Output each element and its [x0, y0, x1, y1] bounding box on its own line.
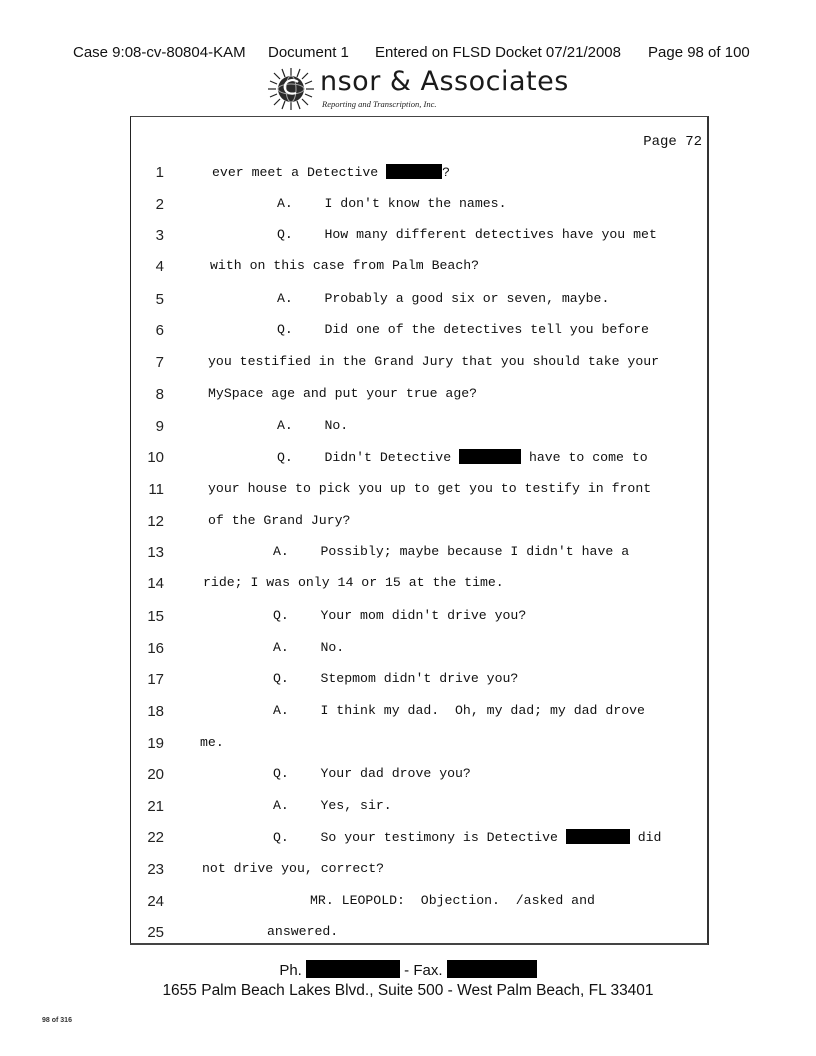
line-text [208, 386, 477, 401]
line-segment: me. [200, 735, 224, 750]
line-segment: Q. Your dad drove you? [273, 766, 471, 781]
line-number: 25 [147, 924, 164, 941]
line-text [273, 544, 629, 559]
transcript-line [130, 544, 706, 574]
line-text [208, 513, 350, 528]
line-text [273, 640, 344, 655]
footer-address: 1655 Palm Beach Lakes Blvd., Suite 500 - West Palm Beach, FL 33401 [162, 982, 654, 999]
logo-globe-icon [262, 66, 320, 112]
line-segment: A. Yes, sir. [273, 798, 392, 813]
line-text [208, 481, 651, 496]
line-segment: A. Possibly; maybe because I didn't have a [273, 544, 630, 559]
line-number: 2 [155, 196, 164, 213]
line-segment: Q. Your mom didn't drive you? [273, 608, 527, 623]
line-text [212, 164, 450, 180]
document-number: Document 1 [268, 44, 349, 61]
line-number: 16 [147, 640, 164, 657]
phone-label: Ph. [279, 962, 302, 979]
line-number: 21 [147, 798, 164, 815]
fax-label: - Fax. [404, 962, 443, 979]
line-number: 7 [155, 354, 164, 371]
line-text [273, 829, 661, 845]
transcript-line [130, 608, 706, 638]
line-text [210, 258, 479, 273]
line-number: 22 [147, 829, 164, 846]
redaction-bar [386, 164, 442, 179]
transcript-line [130, 196, 706, 226]
line-segment: Q. Didn't Detective [277, 450, 460, 465]
transcript-line [130, 893, 706, 923]
redaction-bar [459, 449, 521, 464]
line-text [202, 861, 384, 876]
transcript-line [130, 227, 706, 257]
line-text [277, 418, 348, 433]
line-number: 14 [147, 575, 164, 592]
line-segment: you testified in the Grand Jury that you should take your [208, 354, 660, 369]
line-number: 19 [147, 735, 164, 752]
line-number: 12 [147, 513, 164, 530]
line-text [203, 575, 504, 590]
line-number: 9 [155, 418, 164, 435]
line-segment: have to come to [521, 450, 648, 465]
transcript-line [130, 291, 706, 321]
line-text [277, 449, 648, 465]
page-stamp: 98 of 316 [42, 1017, 72, 1024]
line-text [273, 608, 526, 623]
line-number: 1 [155, 164, 164, 181]
transcript-line [130, 798, 706, 828]
line-segment: with on this case from Palm Beach? [210, 258, 480, 273]
transcript-line [130, 640, 706, 670]
transcript-line [130, 322, 706, 352]
line-text [273, 766, 471, 781]
line-number: 20 [147, 766, 164, 783]
transcript-line [130, 766, 706, 796]
transcript-line [130, 735, 706, 765]
transcript-line [130, 481, 706, 511]
line-number: 10 [147, 449, 164, 466]
line-text [273, 798, 392, 813]
redacted-fax [447, 960, 537, 978]
line-segment: A. No. [277, 418, 349, 433]
line-text [273, 671, 518, 686]
line-segment: your house to pick you up to get you to testify in front [208, 481, 652, 496]
line-segment: ever meet a Detective [212, 165, 387, 180]
transcript-line [130, 418, 706, 448]
line-segment: MySpace age and put your true age? [208, 386, 478, 401]
logo-tagline: Reporting and Transcription, Inc. [322, 99, 437, 109]
line-segment: did [629, 830, 662, 845]
reporter-logo [262, 66, 569, 112]
line-segment: not drive you, correct? [202, 861, 385, 876]
line-segment: A. I think my dad. Oh, my dad; my dad drove [273, 703, 645, 718]
line-number: 4 [155, 258, 164, 275]
transcript-line [130, 703, 706, 733]
line-text [310, 893, 595, 908]
line-segment: A. No. [273, 640, 345, 655]
transcript-line [130, 671, 706, 701]
line-number: 11 [148, 481, 164, 498]
line-segment: Q. Did one of the detectives tell you before [277, 322, 649, 337]
transcript-line [130, 164, 706, 194]
line-segment: A. I don't know the names. [277, 196, 507, 211]
line-text [200, 735, 224, 750]
line-segment: Q. So your testimony is Detective [273, 830, 566, 845]
line-number: 24 [147, 893, 164, 910]
line-text [277, 322, 649, 337]
docket-header [0, 44, 816, 64]
transcript-line [130, 449, 706, 479]
line-text [277, 227, 657, 242]
transcript-page-label: Page 72 [643, 134, 702, 150]
line-segment: ? [442, 165, 451, 180]
docket-page-number: Page 98 of 100 [648, 44, 750, 61]
line-number: 8 [155, 386, 164, 403]
redacted-phone [306, 960, 400, 978]
transcript-line [130, 861, 706, 891]
line-text [267, 924, 338, 939]
line-segment: Q. How many different detectives have you met [277, 227, 657, 242]
line-text [277, 291, 609, 306]
line-number: 5 [155, 291, 164, 308]
line-segment: Q. Stepmom didn't drive you? [273, 671, 519, 686]
line-segment: MR. LEOPOLD: Objection. /asked and [310, 893, 595, 908]
transcript-line [130, 829, 706, 859]
docket-entry-date: Entered on FLSD Docket 07/21/2008 [375, 44, 621, 61]
line-text [208, 354, 659, 369]
logo-name: nsor & Associates [320, 66, 569, 97]
line-text [277, 196, 507, 211]
line-number: 6 [155, 322, 164, 339]
line-number: 3 [155, 227, 164, 244]
redaction-bar [566, 829, 630, 844]
transcript-line [130, 258, 706, 288]
case-number: Case 9:08-cv-80804-KAM [73, 44, 246, 61]
transcript-line [130, 513, 706, 543]
footer-contact [0, 960, 816, 979]
line-segment: of the Grand Jury? [208, 513, 351, 528]
line-segment: answered. [267, 924, 339, 939]
transcript-line [130, 354, 706, 384]
transcript-line [130, 575, 706, 605]
line-number: 23 [147, 861, 164, 878]
line-segment: ride; I was only 14 or 15 at the time. [203, 575, 504, 590]
line-text [273, 703, 645, 718]
line-number: 15 [147, 608, 164, 625]
line-number: 18 [147, 703, 164, 720]
line-number: 13 [147, 544, 164, 561]
transcript-line [130, 386, 706, 416]
line-number: 17 [147, 671, 164, 688]
transcript-line [130, 924, 706, 954]
line-segment: A. Probably a good six or seven, maybe. [277, 291, 610, 306]
